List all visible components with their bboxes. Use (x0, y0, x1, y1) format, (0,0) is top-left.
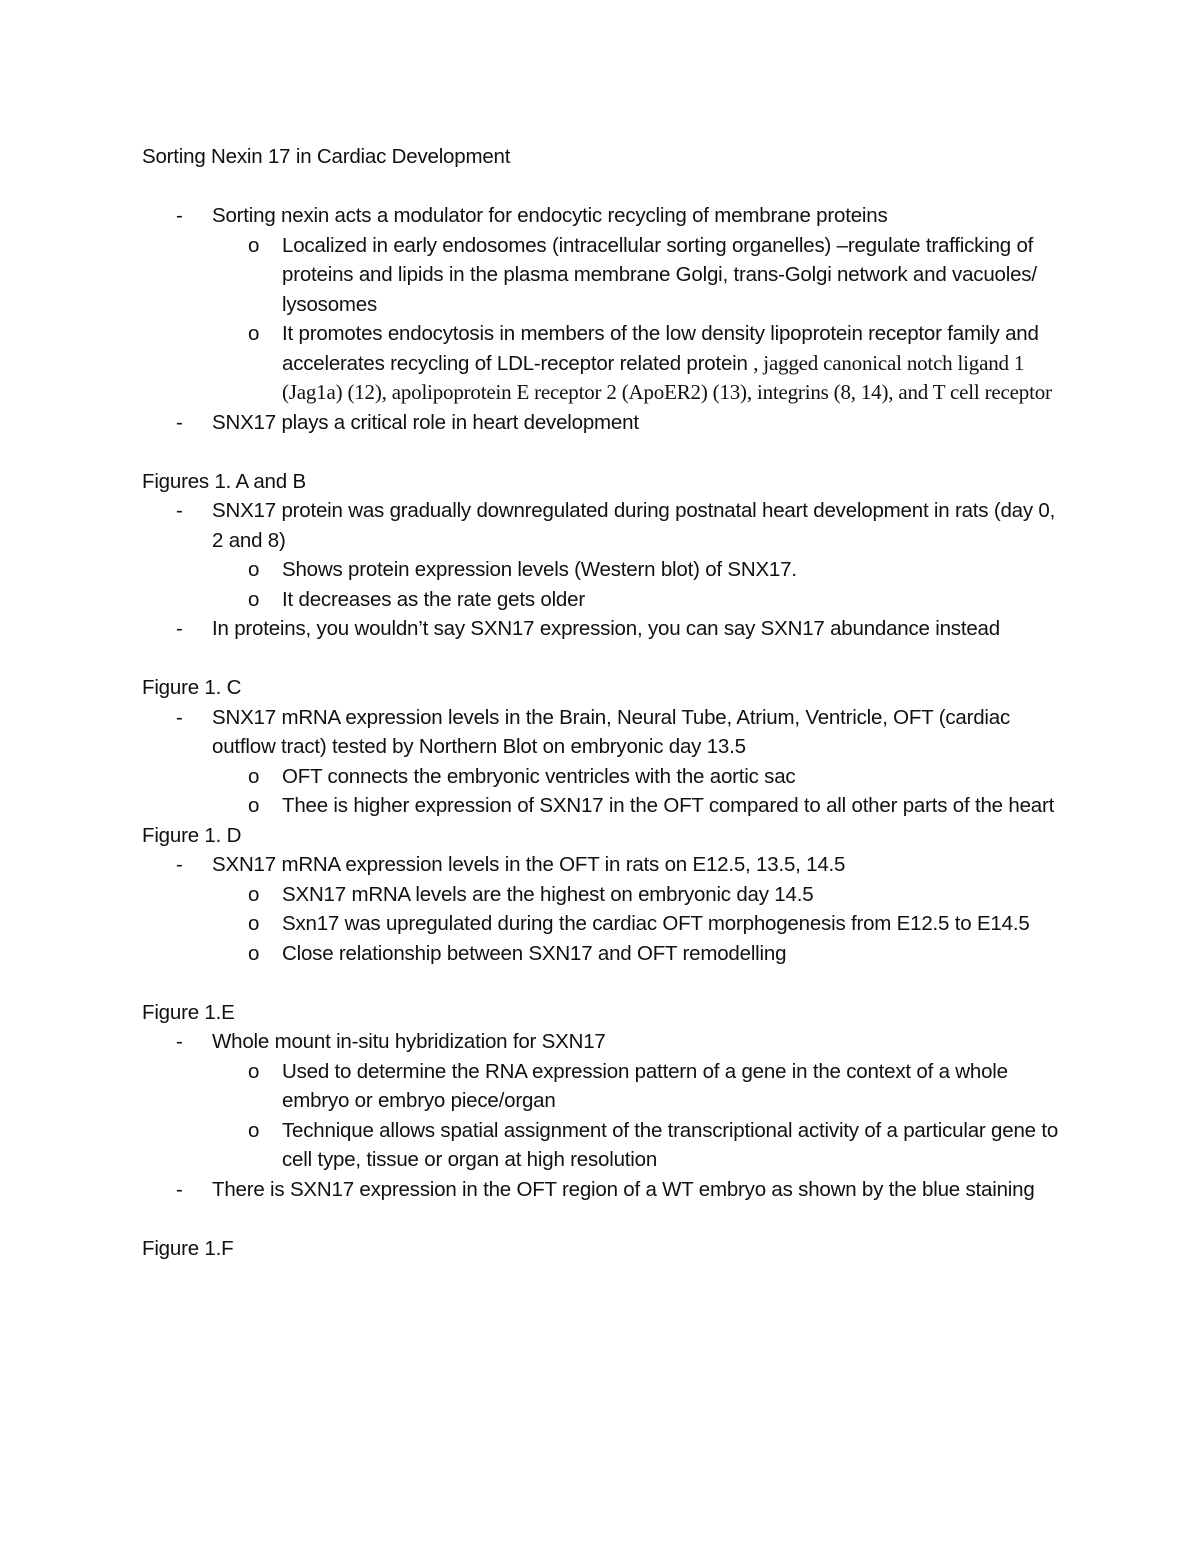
list-item-text: Whole mount in-situ hybridization for SXN17 (212, 1030, 606, 1053)
sub-list-item-text: It decreases as the rate gets older (282, 587, 585, 611)
dash-bullet: - (176, 499, 183, 522)
circle-bullet: o (248, 941, 260, 965)
circle-bullet: o (248, 233, 260, 257)
list-item (142, 850, 1062, 880)
list-item-text: There is SXN17 expression in the OFT region of a WT embryo as shown by the blue staining (212, 1177, 1035, 1201)
list-item (142, 1027, 1062, 1057)
dash-bullet: - (176, 1030, 183, 1053)
circle-bullet: o (248, 764, 260, 788)
circle-bullet: o (248, 587, 260, 611)
circle-bullet: o (248, 558, 260, 581)
sub-list-item (142, 585, 1062, 615)
circle-bullet: o (248, 794, 260, 817)
list-item (142, 496, 1062, 555)
dash-bullet: - (176, 705, 183, 729)
circle-bullet: o (248, 1059, 260, 1083)
list-item-text: SNX17 mRNA expression levels in the Brain, Neural Tube, Atrium, Ventricle, OFT (cardiac outflow tract) tested by Northern Blot on embryonic day 13.5 (212, 705, 1011, 758)
section-heading: Figure 1. D (142, 823, 242, 847)
circle-bullet: o (248, 882, 260, 906)
sub-list-item-text: SXN17 mRNA levels are the highest on embryonic day 14.5 (282, 882, 814, 906)
sub-list-item-text: Localized in early endosomes (intracellular sorting organelles) –regulate trafficking of proteins and lipids in the plasma membrane Golgi, trans-Golgi network and vacuoles/ lysosomes (282, 233, 1037, 316)
sub-list-item (142, 939, 1062, 969)
sub-list-item-text: Thee is higher expression of SXN17 in the OFT compared to all other parts of the heart (282, 794, 1055, 817)
sub-list-item (142, 791, 1062, 821)
list-item-text: SNX17 plays a critical role in heart development (212, 410, 639, 434)
list-item (142, 614, 1062, 644)
circle-bullet: o (248, 322, 260, 345)
blank-line (142, 968, 1062, 998)
sub-list-item-text: It promotes endocytosis in members of the low density lipoprotein receptor family and accelerates recycling of LDL-receptor related protein (282, 322, 1039, 375)
sub-list-item-text: Shows protein expression levels (Western blot) of SNX17. (282, 558, 797, 581)
dash-bullet: - (176, 410, 183, 434)
document-title: Sorting Nexin 17 in Cardiac Development (142, 145, 511, 168)
circle-bullet: o (248, 912, 260, 935)
list-item-text: SNX17 protein was gradually downregulated during postnatal heart development in rats (day 0, 2 and 8) (212, 499, 1056, 552)
list-item-text: In proteins, you wouldn’t say SXN17 expression, you can say SXN17 abundance instead (212, 617, 1000, 640)
dash-bullet: - (176, 1177, 183, 1201)
sub-list-item-text-serif: , jagged canonical notch ligand 1 (Jag1a) (12), apolipoprotein E receptor 2 (ApoER2) (13), integrins (8, 14), and T cell receptor (282, 350, 1052, 404)
blank-line (142, 172, 1062, 202)
sub-list-item (142, 231, 1062, 320)
sub-list-item-text: Technique allows spatial assignment of the transcriptional activity of a particular gene to cell type, tissue or organ at high resolution (282, 1118, 1059, 1171)
sub-list-item-text: Close relationship between SXN17 and OFT remodelling (282, 941, 787, 965)
section-heading: Figures 1. A and B (142, 469, 306, 493)
list-item (142, 408, 1062, 438)
dash-bullet: - (176, 617, 183, 640)
sub-list-item-text: Used to determine the RNA expression pattern of a gene in the context of a whole embryo or embryo piece/organ (282, 1059, 1008, 1112)
section-heading: Figure 1.F (142, 1236, 234, 1260)
blank-line (142, 1204, 1062, 1234)
list-item-text: Sorting nexin acts a modulator for endocytic recycling of membrane proteins (212, 204, 888, 227)
dash-bullet: - (176, 204, 183, 227)
blank-line (142, 644, 1062, 674)
sub-list-item (142, 909, 1062, 939)
sub-list-item (142, 762, 1062, 792)
sub-list-item (142, 1116, 1062, 1175)
document-body (142, 142, 1062, 1263)
sub-list-item (142, 880, 1062, 910)
list-item (142, 1175, 1062, 1205)
circle-bullet: o (248, 1118, 260, 1142)
list-item-text: SXN17 mRNA expression levels in the OFT in rats on E12.5, 13.5, 14.5 (212, 853, 846, 876)
list-item (142, 201, 1062, 231)
sub-list-item-text: OFT connects the embryonic ventricles with the aortic sac (282, 764, 796, 788)
dash-bullet: - (176, 853, 183, 876)
sub-list-item (142, 319, 1062, 408)
sub-list-item (142, 1057, 1062, 1116)
section-heading: Figure 1.E (142, 1000, 235, 1024)
sub-list-item-text: Sxn17 was upregulated during the cardiac OFT morphogenesis from E12.5 to E14.5 (282, 912, 1030, 935)
section-heading: Figure 1. C (142, 676, 242, 699)
list-item (142, 703, 1062, 762)
sub-list-item (142, 555, 1062, 585)
blank-line (142, 437, 1062, 467)
